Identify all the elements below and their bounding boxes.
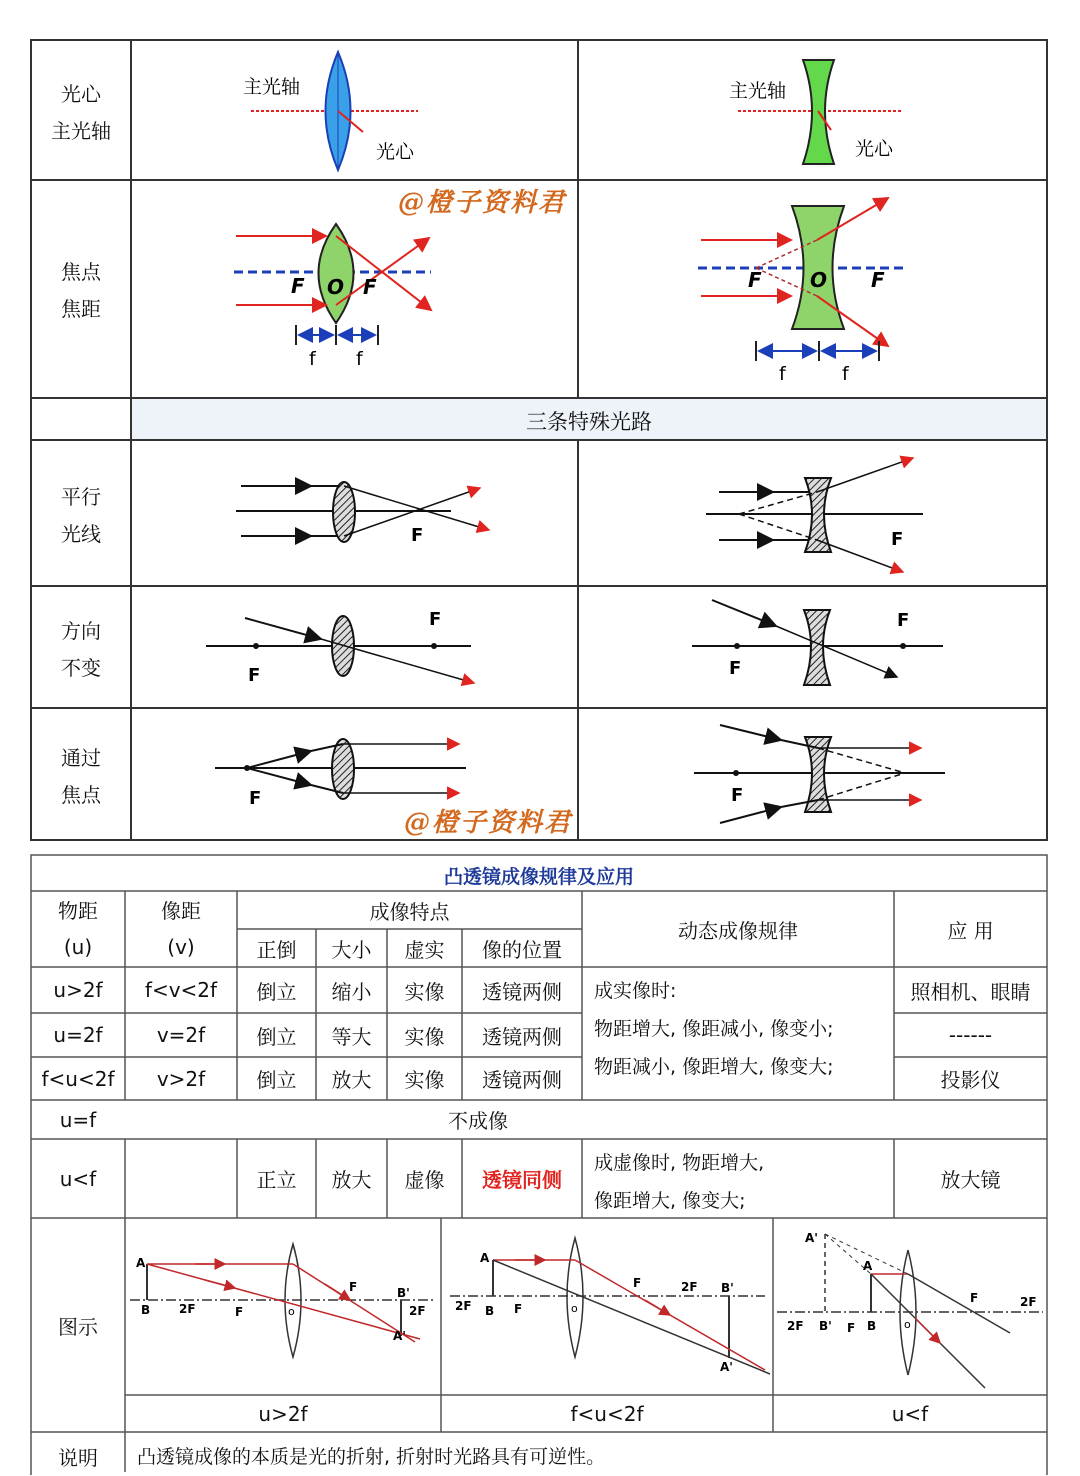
dynamic-real-title: 成实像时: (594, 980, 677, 1002)
header-position: 像的位置 (482, 937, 562, 962)
header-image-distance: 像距 (v) (161, 899, 201, 959)
row-ultf-nature: 虚像 (404, 1168, 445, 1192)
svg-text:A: A (480, 1251, 490, 1265)
svg-text:B': B' (721, 1281, 734, 1295)
parallel-concave-f: F (891, 529, 904, 550)
special-rays-diagrams (131, 440, 1047, 840)
unchanged-concave-f1: F (729, 658, 742, 679)
row3-nature: 实像 (404, 1068, 445, 1092)
focus-right-f1: F (748, 268, 762, 292)
section-header-three-rays: 三条特殊光路 (526, 410, 652, 434)
dynamic-virtual-line2: 像距增大, 像变大; (594, 1190, 746, 1212)
row-label-unchanged: 方向 不变 (61, 619, 101, 680)
row3-position: 透镜两侧 (482, 1068, 562, 1092)
unchanged-convex-f1: F (248, 665, 261, 686)
row3-orientation: 倒立 (256, 1068, 297, 1092)
svg-text:F: F (349, 1280, 358, 1294)
center-label-right: 光心 (855, 138, 894, 160)
caption-f-lt-u-lt-2f: f<u<2f (570, 1401, 644, 1426)
svg-text:2F: 2F (409, 1304, 426, 1318)
row2-size: 等大 (331, 1024, 372, 1049)
focus-left-f2: F (363, 275, 377, 299)
row2-nature: 实像 (404, 1024, 445, 1049)
svg-text:o: o (571, 1302, 578, 1315)
row3-size: 放大 (331, 1068, 372, 1092)
row1-position: 透镜两侧 (482, 979, 562, 1004)
focus-right-f2: F (871, 268, 885, 292)
row1-orientation: 倒立 (256, 979, 297, 1004)
note-label: 说明 (58, 1446, 98, 1470)
svg-text:2F: 2F (681, 1280, 698, 1294)
svg-text:B': B' (819, 1319, 832, 1333)
header-orientation: 正倒 (256, 937, 297, 962)
svg-text:B: B (867, 1319, 877, 1333)
svg-text:o: o (288, 1305, 295, 1318)
row-ultf-u: u<f (59, 1166, 97, 1191)
focus-convex-f: F (249, 788, 262, 809)
svg-text:2F: 2F (787, 1319, 804, 1333)
row-uf-u: u=f (59, 1107, 97, 1132)
watermark-bottom: @橙子资料君 (404, 808, 573, 838)
focus-left-o: O (327, 275, 345, 299)
row-ultf-v (125, 1139, 237, 1218)
bottom-table-title: 凸透镜成像规律及应用 (443, 866, 634, 888)
focus-right-o: O (810, 268, 828, 292)
axis-label-right: 主光轴 (729, 80, 787, 102)
dynamic-real-line1: 物距增大, 像距减小, 像变小; (594, 1018, 834, 1040)
header-features: 成像特点 (369, 899, 450, 924)
focus-left-len2: f (356, 348, 363, 370)
row-label-optical-center: 光心 主光轴 (51, 82, 111, 143)
header-application: 应 用 (947, 918, 994, 943)
unchanged-concave-f2: F (897, 610, 910, 631)
svg-text:2F: 2F (455, 1299, 472, 1313)
row1-application: 照相机、眼睛 (910, 979, 1031, 1004)
row2-application: ------ (948, 1023, 993, 1047)
svg-text:F: F (633, 1276, 642, 1290)
dynamic-real-line2: 物距减小, 像距增大, 像变大; (594, 1056, 834, 1078)
row-ultf-orientation: 正立 (256, 1168, 297, 1192)
svg-text:2F: 2F (179, 1302, 196, 1316)
focus-right-len2: f (842, 363, 849, 385)
row3-v: v>2f (156, 1066, 206, 1091)
svg-text:A: A (136, 1256, 146, 1270)
row2-orientation: 倒立 (256, 1024, 297, 1049)
focus-right-len1: f (779, 363, 786, 385)
row1-nature: 实像 (404, 979, 445, 1004)
row-label-through-focus: 通过 焦点 (61, 746, 101, 807)
svg-text:F: F (235, 1305, 244, 1319)
parallel-convex-f: F (411, 525, 424, 546)
row2-v: v=2f (156, 1023, 206, 1047)
row2-u: u=2f (53, 1023, 103, 1047)
svg-text:F: F (970, 1291, 979, 1305)
header-nature: 虚实 (404, 937, 445, 962)
diagram-label: 图示 (58, 1314, 98, 1339)
axis-label-left: 主光轴 (243, 76, 301, 98)
row-ultf-position: 透镜同侧 (482, 1168, 562, 1192)
row-label-parallel: 平行 光线 (61, 485, 101, 546)
row3-application: 投影仪 (940, 1068, 1001, 1092)
row-ultf-size: 放大 (331, 1168, 372, 1192)
focus-left-len1: f (309, 348, 316, 370)
svg-text:A': A' (720, 1360, 733, 1374)
svg-text:o: o (904, 1318, 911, 1331)
row-ultf-application: 放大镜 (940, 1168, 1001, 1192)
row1-u: u>2f (53, 978, 103, 1002)
unchanged-convex-f2: F (429, 609, 442, 630)
header-size: 大小 (331, 937, 372, 962)
center-label-left: 光心 (376, 141, 415, 163)
watermark-top: @橙子资料君 (398, 188, 567, 218)
svg-text:2F: 2F (1020, 1295, 1037, 1309)
svg-text:B': B' (397, 1286, 410, 1300)
caption-u-lt-f: u<f (891, 1401, 929, 1426)
note-text: 凸透镜成像的本质是光的折射, 折射时光路具有可逆性。 (137, 1446, 606, 1468)
header-object-distance: 物距 (u) (58, 899, 98, 959)
svg-text:A: A (863, 1259, 873, 1273)
row3-u: f<u<2f (41, 1066, 115, 1091)
row1-v: f<v<2f (144, 978, 218, 1002)
dynamic-virtual-line1: 成虚像时, 物距增大, (594, 1152, 765, 1174)
focus-left-f1: F (291, 274, 305, 298)
imaging-diagrams (125, 1218, 1047, 1395)
row-uf-text: 不成像 (448, 1109, 508, 1133)
focus-concave-f: F (731, 785, 744, 806)
svg-text:A': A' (393, 1329, 406, 1343)
row1-size: 缩小 (331, 979, 372, 1004)
svg-text:A': A' (805, 1231, 818, 1245)
optical-center-diagrams (131, 40, 1047, 180)
svg-text:F: F (514, 1302, 523, 1316)
svg-text:B: B (485, 1304, 495, 1318)
svg-text:F: F (847, 1321, 856, 1335)
row-label-focus: 焦点 焦距 (61, 260, 101, 321)
header-dynamic: 动态成像规律 (678, 918, 798, 943)
row2-position: 透镜两侧 (482, 1024, 562, 1049)
caption-u-gt-2f: u>2f (258, 1401, 308, 1426)
focus-diagrams (131, 180, 1047, 398)
svg-text:B: B (141, 1303, 151, 1317)
